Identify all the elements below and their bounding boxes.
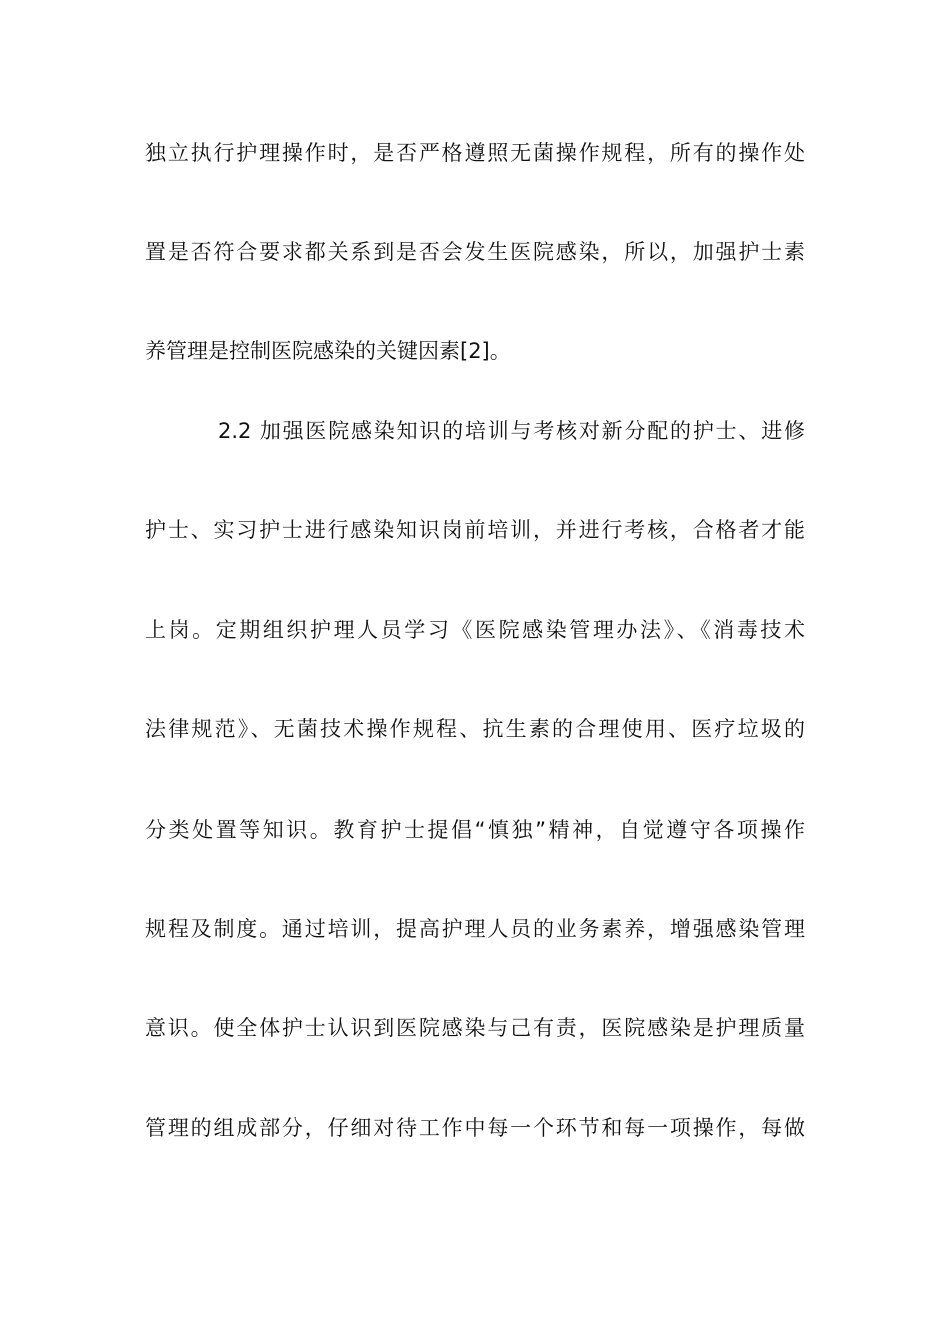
section-heading-line: 2.2 加强医院感染知识的培训与考核对新分配的护士、进修 (218, 419, 805, 443)
text-line: 上岗。定期组织护理人员学习《医院感染管理办法》、《消毒技术 (145, 618, 805, 642)
text-line: 置是否符合要求都关系到是否会发生医院感染，所以，加强护士素 (145, 240, 805, 264)
text-line: 管理的组成部分，仔细对待工作中每一个环节和每一项操作，每做 (145, 1116, 805, 1140)
text-line: 护士、实习护士进行感染知识岗前培训，并进行考核，合格者才能 (145, 518, 805, 542)
text-line: 分类处置等知识。教育护士提倡“慎独”精神，自觉遵守各项操作 (145, 818, 805, 842)
text-line: 独立执行护理操作时，是否严格遵照无菌操作规程，所有的操作处 (145, 141, 805, 165)
text-line: 意识。使全体护士认识到医院感染与己有责，医院感染是护理质量 (145, 1016, 805, 1040)
text-line: 养管理是控制医院感染的关键因素[2]。 (145, 339, 511, 363)
text-line: 规程及制度。通过培训，提高护理人员的业务素养，增强感染管理 (145, 917, 805, 941)
text-line: 法律规范》、无菌技术操作规程、抗生素的合理使用、医疗垃圾的 (145, 717, 805, 741)
